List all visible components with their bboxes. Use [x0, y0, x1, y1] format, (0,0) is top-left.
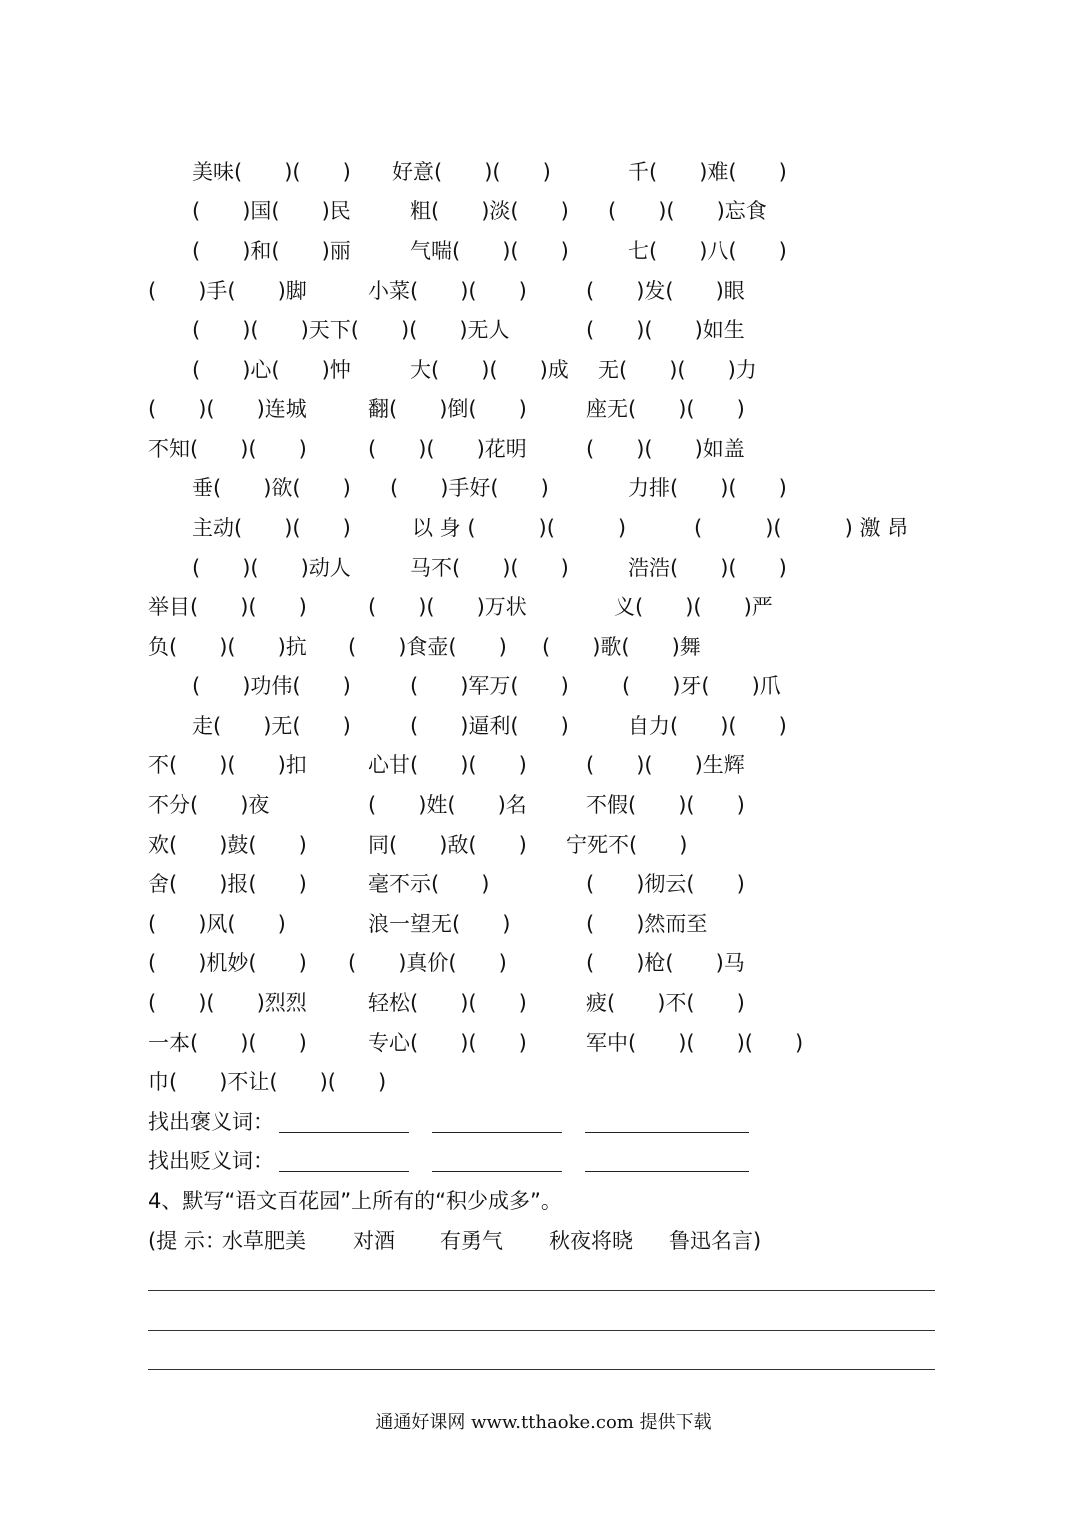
hint-row	[148, 1221, 948, 1261]
idiom-item: ( )然而至	[586, 912, 708, 936]
idiom-item: 马不( )( )	[410, 556, 569, 580]
footer-text: 通通好课网 www.tthaoke.com 提供下载	[375, 1412, 712, 1433]
idiom-row	[148, 429, 948, 469]
idiom-row	[148, 350, 948, 390]
idiom-item: 力排( )( )	[628, 476, 787, 500]
idiom-item: 不假( )( )	[586, 793, 745, 817]
idiom-row	[148, 587, 948, 627]
hint-item: 有勇气	[440, 1229, 503, 1253]
idiom-item: ( )( )花明	[368, 437, 527, 461]
hint-item: 水草肥美	[222, 1229, 306, 1253]
idiom-row	[148, 231, 948, 271]
idiom-row	[148, 1062, 948, 1102]
idiom-item: ( )心( )忡	[192, 358, 351, 382]
idiom-item: ( )( )天下( )( )无人	[192, 318, 510, 342]
idiom-item: 举目( )( )	[148, 595, 307, 619]
idiom-item: ( )发( )眼	[586, 279, 745, 303]
idiom-item: 负( )( )抗	[148, 635, 307, 659]
idiom-item: 专心( )( )	[368, 1031, 527, 1055]
idiom-item: 舍( )报( )	[148, 872, 307, 896]
idiom-row	[148, 745, 948, 785]
idiom-item: ( )( )忘食	[608, 199, 767, 223]
idiom-item: ( )( )生辉	[586, 753, 745, 777]
idiom-item: 义( )( )严	[614, 595, 773, 619]
answer-blank[interactable]	[279, 1132, 409, 1133]
idiom-item: 巾( )不让( )( )	[148, 1070, 387, 1094]
idiom-item: ( )彻云( )	[586, 872, 745, 896]
idiom-item: ( )枪( )马	[586, 951, 745, 975]
idiom-item: ( )( )万状	[368, 595, 527, 619]
idiom-item: 气喘( )( )	[410, 239, 569, 263]
section-4-title: 4、默写“语文百花园”上所有的“积少成多”。	[148, 1189, 562, 1213]
idiom-item: ( )真价( )	[348, 951, 507, 975]
idiom-row	[148, 785, 948, 825]
idiom-item: ( )和( )丽	[192, 239, 351, 263]
idiom-row	[148, 468, 948, 508]
idiom-item: ( )( )烈烈	[148, 991, 307, 1015]
idiom-item: ( )姓( )名	[368, 793, 527, 817]
answer-blank[interactable]	[585, 1171, 749, 1172]
find-positive-label: 找出褒义词：	[148, 1110, 274, 1134]
idiom-row	[148, 825, 948, 865]
answer-blank[interactable]	[432, 1171, 562, 1172]
idiom-item: 疲( )不( )	[586, 991, 745, 1015]
idiom-item: 垂( )欲( )	[192, 476, 351, 500]
hint-item: 鲁迅名言)	[669, 1229, 762, 1253]
idiom-item: ( )军万( )	[410, 674, 569, 698]
idiom-item: ( )手好( )	[390, 476, 549, 500]
find-positive-row	[148, 1102, 948, 1142]
idiom-item: ( )食壶( )	[348, 635, 507, 659]
idiom-row	[148, 508, 948, 548]
idiom-item: ( )( )动人	[192, 556, 351, 580]
idiom-item: 千( )难( )	[628, 160, 787, 184]
idiom-item: 美味( )( )	[192, 160, 351, 184]
idiom-row	[148, 943, 948, 983]
idiom-item: ( )风( )	[148, 912, 286, 936]
idiom-row	[148, 310, 948, 350]
idiom-item: 翻( )倒( )	[368, 397, 527, 421]
answer-blank[interactable]	[279, 1171, 409, 1172]
idiom-row	[148, 666, 948, 706]
idiom-item: 浩浩( )( )	[628, 556, 787, 580]
idiom-item: ( )手( )脚	[148, 279, 307, 303]
idiom-item: 同( )敌( )	[368, 833, 527, 857]
idiom-item: ( )( )如盖	[586, 437, 745, 461]
idiom-item: 军中( )( )( )	[586, 1031, 804, 1055]
idiom-item: ( )( )连城	[148, 397, 307, 421]
idiom-item: 小菜( )( )	[368, 279, 527, 303]
idiom-row	[148, 548, 948, 588]
idiom-row	[148, 191, 948, 231]
idiom-item: 七( )八( )	[628, 239, 787, 263]
idiom-item: ( )牙( )爪	[622, 674, 781, 698]
answer-blank[interactable]	[432, 1132, 562, 1133]
idiom-item: 主动( )( )	[192, 516, 351, 540]
idiom-row	[148, 864, 948, 904]
idiom-item: 浪一望无( )	[368, 912, 511, 936]
idiom-item: ( )逼利( )	[410, 714, 569, 738]
idiom-item: ( )国( )民	[192, 199, 351, 223]
writing-line[interactable]	[148, 1330, 935, 1331]
idiom-item: 大( )( )成	[410, 358, 569, 382]
idiom-item: 轻松( )( )	[368, 991, 527, 1015]
hint-prefix: (提 示：	[148, 1229, 226, 1253]
find-negative-row	[148, 1141, 948, 1181]
idiom-row	[148, 627, 948, 667]
idiom-row	[148, 904, 948, 944]
idiom-item: 欢( )鼓( )	[148, 833, 307, 857]
answer-blank[interactable]	[585, 1132, 749, 1133]
writing-line[interactable]	[148, 1290, 935, 1291]
idiom-item: 以 身 ( )( )	[412, 516, 627, 540]
idiom-item: 座无( )( )	[586, 397, 745, 421]
idiom-item: 好意( )( )	[392, 160, 551, 184]
idiom-item: 不知( )( )	[148, 437, 307, 461]
idiom-item: ( )歌( )舞	[542, 635, 701, 659]
idiom-row	[148, 271, 948, 311]
idiom-item: 宁死不( )	[566, 833, 688, 857]
idiom-item: 心甘( )( )	[368, 753, 527, 777]
idiom-item: ( )( ) 激 昂	[694, 516, 909, 540]
idiom-item: 粗( )淡( )	[410, 199, 569, 223]
idiom-item: 无( )( )力	[598, 358, 757, 382]
hint-item: 秋夜将晓	[549, 1229, 633, 1253]
idiom-item: ( )功伟( )	[192, 674, 351, 698]
idiom-row	[148, 152, 948, 192]
idiom-row	[148, 389, 948, 429]
idiom-item: 一本( )( )	[148, 1031, 307, 1055]
idiom-row	[148, 1023, 948, 1063]
idiom-item: 不分( )夜	[148, 793, 270, 817]
idiom-item: 毫不示( )	[368, 872, 490, 896]
idiom-item: 不( )( )扣	[148, 753, 307, 777]
idiom-item: ( )机妙( )	[148, 951, 307, 975]
idiom-row	[148, 706, 948, 746]
find-negative-label: 找出贬义词：	[148, 1149, 274, 1173]
idiom-item: ( )( )如生	[586, 318, 745, 342]
writing-line[interactable]	[148, 1369, 935, 1370]
idiom-item: 走( )无( )	[192, 714, 351, 738]
idiom-item: 自力( )( )	[628, 714, 787, 738]
idiom-row	[148, 983, 948, 1023]
hint-item: 对酒	[353, 1229, 395, 1253]
